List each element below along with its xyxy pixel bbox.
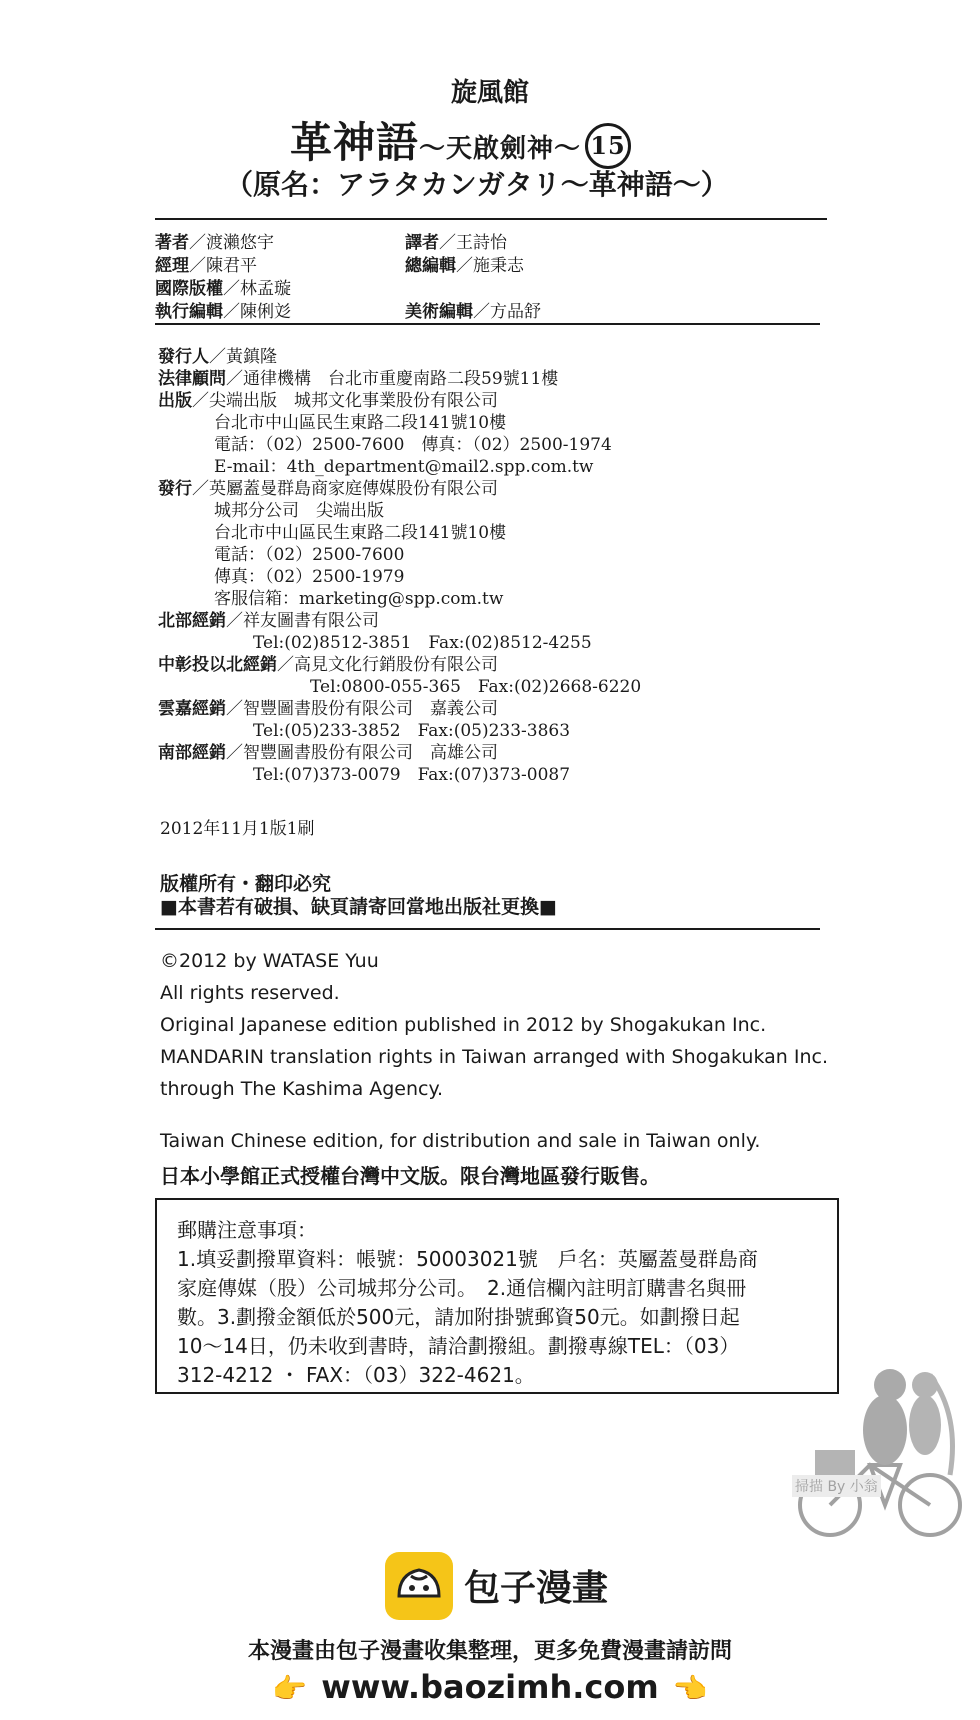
- info-line: 台北市中山區民生東路二段141號10樓: [214, 523, 507, 543]
- info-line: 傳真：（02）2500-1979: [214, 567, 405, 587]
- info-line: E-mail：4th_department@mail2.spp.com.tw: [214, 457, 594, 477]
- series-label: 旋風館: [450, 78, 529, 108]
- brand-name: 包子漫畫: [464, 1568, 609, 1609]
- pointing-right-hand-icon: 👉: [272, 1672, 308, 1705]
- mail-order-line: 數。3.劃撥金額低於500元，請加附掛號郵資50元。如劃撥日起: [177, 1305, 740, 1329]
- info-line: 電話：（02）2500-7600 傳真：（02）2500-1974: [214, 435, 612, 455]
- mail-order-line: 312-4212 ・ FAX：（03）322-4621。: [177, 1363, 535, 1387]
- info-line: 雲嘉經銷／智豐圖書股份有限公司 嘉義公司: [158, 699, 498, 719]
- edition-date: 2012年11月1版1刷: [160, 819, 315, 839]
- info-line: 出版／尖端出版 城邦文化事業股份有限公司: [158, 391, 498, 411]
- pointing-left-hand-icon: 👈: [672, 1672, 708, 1705]
- credit-international-rights: 國際版權／林孟璇: [155, 279, 291, 299]
- rights-notice: 版權所有・翻印必究: [160, 873, 332, 895]
- divider: [155, 928, 820, 930]
- info-line: 中彰投以北經銷／高見文化行銷股份有限公司: [158, 655, 498, 675]
- book-title: [290, 110, 631, 170]
- info-line: 發行／英屬蓋曼群島商家庭傳媒股份有限公司: [158, 479, 498, 499]
- copyright-line: MANDARIN translation rights in Taiwan arranged with Shogakukan Inc.: [160, 1046, 828, 1068]
- mail-order-line: 家庭傳媒（股）公司城邦分公司。 2.通信欄內註明訂購書名與冊: [177, 1276, 747, 1300]
- info-line: 發行人／黃鎮隆: [158, 347, 277, 367]
- taiwan-edition-zh: 日本小學館正式授權台灣中文版。限台灣地區發行販售。: [160, 1164, 660, 1188]
- damage-notice: ■本書若有破損、缺頁請寄回當地出版社更換■: [160, 896, 557, 918]
- credit-author: 著者／渡瀨悠宇: [155, 233, 274, 253]
- info-line: Tel:0800-055-365 Fax:(02)2668-6220: [310, 677, 642, 697]
- watermark-text: 掃描 By 小翁: [792, 1475, 881, 1497]
- info-line: 南部經銷／智豐圖書股份有限公司 高雄公司: [158, 743, 498, 763]
- info-line: 客服信箱：marketing@spp.com.tw: [214, 589, 504, 609]
- copyright-line: through The Kashima Agency.: [160, 1078, 444, 1100]
- copyright-line: ©2012 by WATASE Yuu: [160, 950, 379, 972]
- title-main-text: 革神語: [290, 118, 420, 167]
- info-line: 法律顧問／通律機構 台北市重慶南路二段59號11樓: [158, 369, 559, 389]
- divider: [155, 218, 827, 220]
- volume-number: 15: [585, 123, 631, 169]
- info-line: 城邦分公司 尖端出版: [214, 501, 384, 521]
- mail-order-box: [155, 1198, 839, 1394]
- site-url[interactable]: [0, 1668, 980, 1706]
- credit-art-editor: 美術編輯／方品舒: [405, 302, 541, 322]
- copyright-line: Original Japanese edition published in 2012 by Shogakukan Inc.: [160, 1014, 767, 1036]
- credit-executive-editor: 執行編輯／陳俐彣: [155, 302, 291, 322]
- divider: [155, 323, 820, 325]
- original-title: （原名：アラタカンガタリ～革神語～）: [225, 168, 729, 201]
- info-line: 台北市中山區民生東路二段141號10樓: [214, 413, 507, 433]
- mail-order-line: 1.填妥劃撥單資料：帳號：50003021號 戶名：英屬蓋曼群島商: [177, 1247, 758, 1271]
- taiwan-edition-en: Taiwan Chinese edition, for distribution and sale in Taiwan only.: [160, 1130, 761, 1152]
- bicycle-silhouette-icon: [790, 1355, 970, 1545]
- scanner-watermark: [790, 1355, 970, 1545]
- info-line: Tel:(05)233-3852 Fax:(05)233-3863: [253, 721, 571, 741]
- mail-order-line: 10～14日，仍未收到書時，請洽劃撥組。劃撥專線TEL：（03）: [177, 1334, 740, 1358]
- promo-text: 本漫畫由包子漫畫收集整理，更多免費漫畫請訪問: [247, 1639, 732, 1664]
- title-sub-text: ～天啟劍神～: [419, 134, 582, 164]
- info-line: Tel:(07)373-0079 Fax:(07)373-0087: [253, 765, 571, 785]
- info-line: Tel:(02)8512-3851 Fax:(02)8512-4255: [253, 633, 592, 653]
- baozi-logo-icon: [385, 1552, 453, 1620]
- credit-translator: 譯者／王詩怡: [405, 233, 507, 253]
- copyright-line: All rights reserved.: [160, 982, 340, 1004]
- credit-chief-editor: 總編輯／施秉志: [405, 256, 524, 276]
- mail-order-line: 郵購注意事項：: [177, 1218, 317, 1242]
- credit-manager: 經理／陳君平: [155, 256, 257, 276]
- site-url-text[interactable]: www.baozimh.com: [321, 1668, 659, 1706]
- info-line: 電話：（02）2500-7600: [214, 545, 405, 565]
- info-line: 北部經銷／祥友圖書有限公司: [158, 611, 379, 631]
